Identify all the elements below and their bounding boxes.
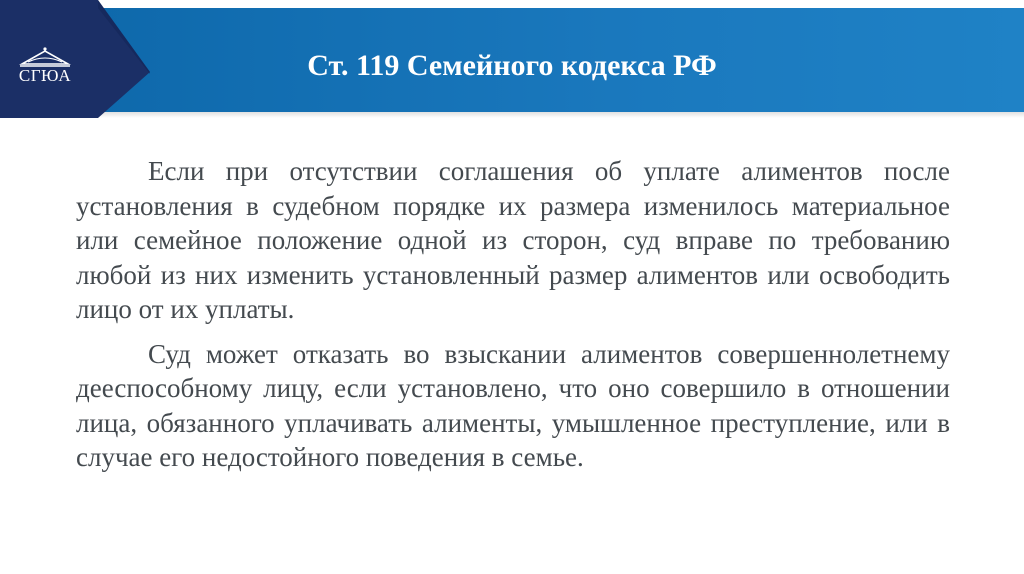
paragraph-2: Суд может отказать во взыскании алиментов совершеннолетнему дееспособному лицу, если установлено, что оно совершило в отношении лица, обязанного уплачивать алименты, умышленное преступление, или в случае его недостойного поведения в семье.	[76, 338, 950, 472]
university-logo	[14, 44, 76, 90]
header-shadow	[0, 112, 1024, 118]
slide-body	[76, 154, 950, 485]
slide-title: Ст. 119 Семейного кодекса РФ	[307, 49, 717, 82]
logo-text: СГЮА	[18, 66, 72, 85]
paragraph-1: Если при отсутствии соглашения об уплате алиментов после установления в судебном порядке их размера изменилось материальное или семейное положение одной из сторон, суд вправе по требованию любой из них изменить установленный размер алиментов или освободить лицо от их уплаты.	[76, 156, 950, 324]
building-icon	[14, 44, 76, 68]
logo-panel	[0, 0, 150, 118]
